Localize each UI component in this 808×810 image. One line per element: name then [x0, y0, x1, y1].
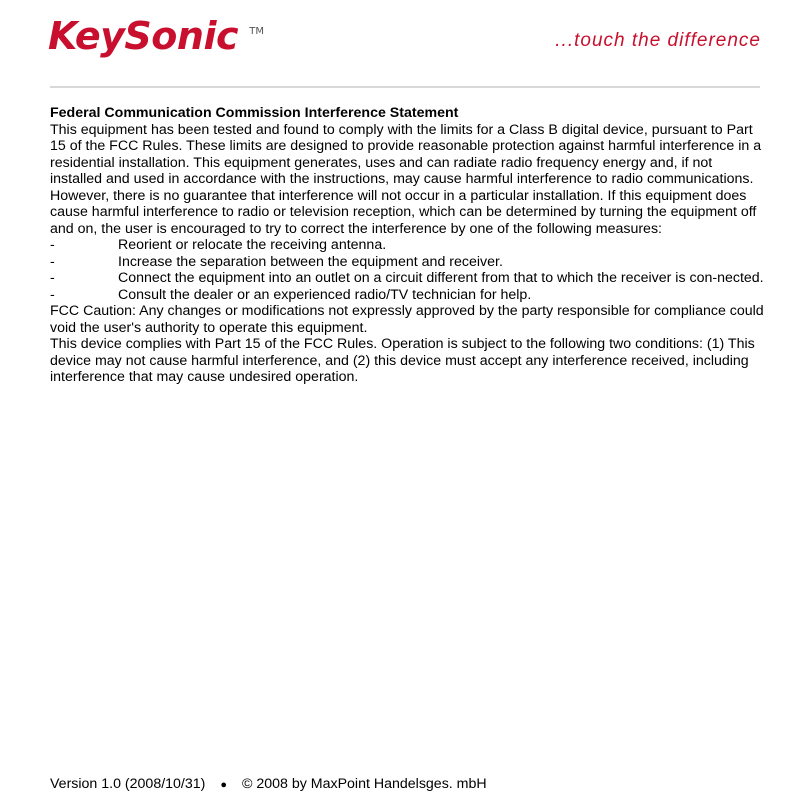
header-divider: [50, 86, 760, 88]
compliance-paragraph: This device complies with Part 15 of the FCC Rules. Operation is subject to the following two conditions: (1) This device may not cause harmful interference, and (2) this device must accept any interference received, including interference that may cause undesired operation.: [50, 336, 755, 385]
measure-dash: -: [50, 237, 55, 253]
trademark-mark: TM: [249, 26, 264, 37]
measure-item: [50, 270, 764, 287]
measure-text: Increase the separation between the equipment and receiver.: [118, 253, 503, 270]
page-footer: [50, 776, 487, 793]
document-body: [50, 105, 764, 386]
measure-item: [50, 254, 764, 271]
fcc-caution-paragraph: FCC Caution: Any changes or modifications not expressly approved by the party responsible for compliance could void the user's authority to operate this equipment.: [50, 303, 764, 336]
measure-text: Reorient or relocate the receiving antenna.: [118, 237, 387, 253]
measure-dash: -: [50, 286, 55, 303]
logo-text: KeySonic: [48, 14, 238, 58]
tagline: ...touch the difference: [555, 30, 761, 51]
measure-dash: -: [50, 253, 55, 270]
measure-text: Connect the equipment into an outlet on a circuit different from that to which the receiver is con-nected.: [118, 270, 764, 286]
version-text: Version 1.0 (2008/10/31): [50, 776, 206, 792]
measure-text: Consult the dealer or an experienced radio/TV technician for help.: [118, 286, 532, 303]
document-title: Federal Communication Commission Interference Statement: [50, 105, 459, 121]
measure-item: [50, 237, 764, 254]
measure-item: [50, 287, 764, 304]
keysonic-logo: [48, 12, 264, 60]
bullet-separator: ●: [220, 779, 227, 791]
intro-paragraph: This equipment has been tested and found to comply with the limits for a Class B digital device, pursuant to Part 15 of the FCC Rules. These limits are designed to provide reasonable protection against harmful interference in a residential installation. This equipment generates, uses and can radiate radio frequency energy and, if not installed and used in accordance with the instructions, may cause harmful interference to radio communications. However, there is no guarantee that interference will not occur in a particular installation. If this equipment does cause harmful interference to radio or television reception, which can be determined by turning the equipment off and on, the user is encouraged to try to correct the interference by one of the following measures:: [50, 121, 762, 237]
measure-dash: -: [50, 270, 55, 286]
copyright-text: © 2008 by MaxPoint Handelsges. mbH: [241, 776, 487, 792]
